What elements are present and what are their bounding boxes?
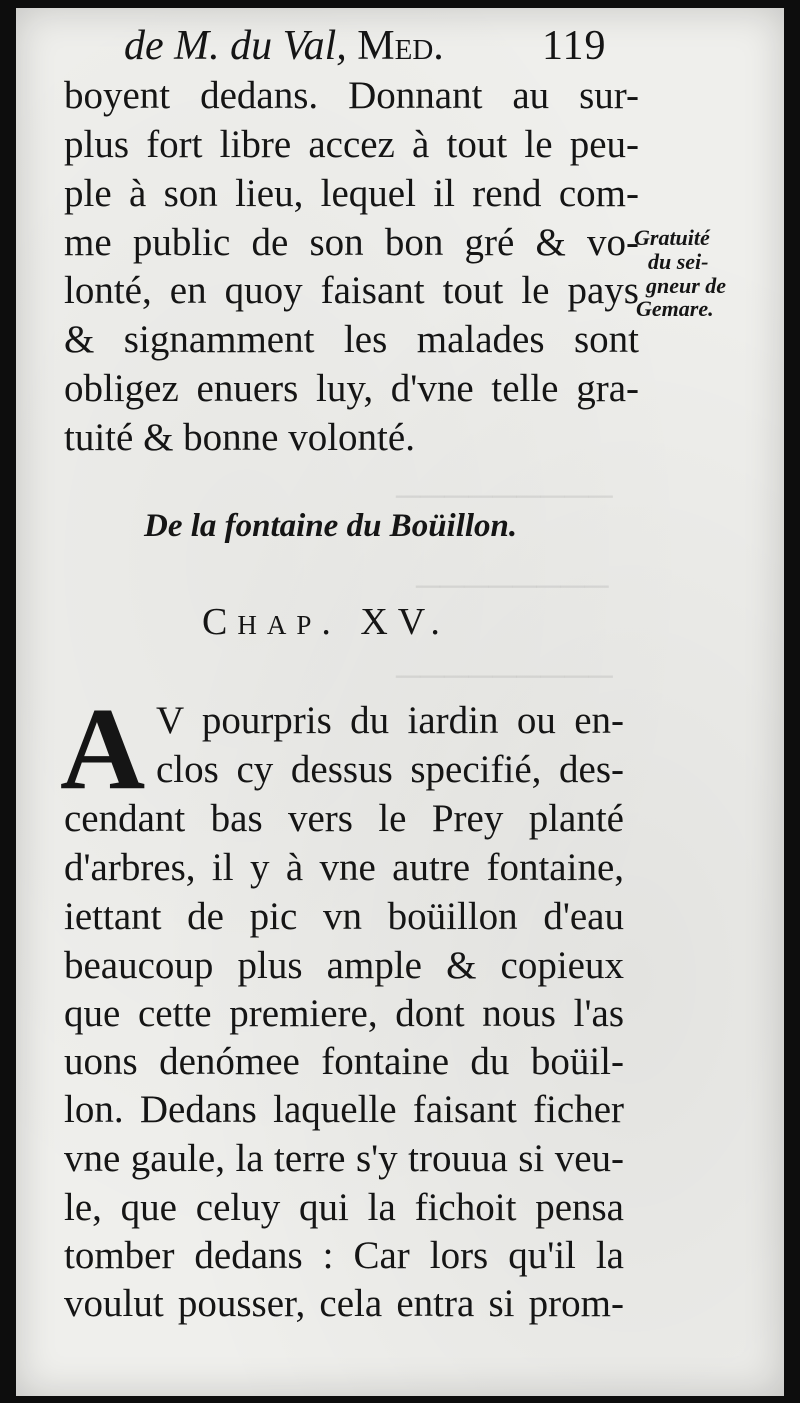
text-line: beaucoup plus ample & copieux [64, 944, 624, 987]
text-line: d'arbres, il y à vne autre fontaine, [64, 846, 624, 889]
text-line: tomber dedans : Car lors qu'il la [64, 1234, 624, 1277]
page-number: 119 [542, 23, 607, 69]
show-through-decoration: ───────── [396, 658, 613, 695]
text-line: ple à son lieu, lequel il rend com- [64, 172, 639, 215]
text-line: lonté, en quoy faisant tout le pays [64, 269, 639, 312]
margin-note-line: Gratuité [634, 225, 710, 250]
running-title: de M. du Val, [124, 23, 347, 69]
text-line: iettant de pic vn boüillon d'eau [64, 895, 624, 938]
show-through-decoration: ──────── [416, 568, 609, 605]
text-line: voulut pousser, cela entra si prom- [64, 1282, 624, 1325]
text-line: tuité & bonne volonté. [64, 416, 415, 459]
text-line: que cette premiere, dont nous l'as [64, 992, 624, 1035]
text-line: clos cy dessus specifié, des- [156, 748, 624, 791]
text-line: vne gaule, la terre s'y trouua si veu- [64, 1137, 624, 1180]
section-title: De la fontaine du Boüillon. [144, 508, 518, 544]
chapter-heading: Chap. XV. [202, 601, 450, 643]
text-line: & signamment les malades sont [64, 318, 639, 361]
margin-note-line: gneur de [646, 272, 727, 298]
text-line: boyent dedans. Donnant au sur- [64, 74, 639, 117]
running-abbrev: Med. [357, 23, 444, 69]
text-line: me public de son bon gré & vo- [64, 221, 639, 264]
text-line: le, que celuy qui la fichoit pensa [64, 1186, 624, 1229]
text-line: obligez enuers luy, d'vne telle gra- [64, 367, 639, 410]
text-line: plus fort libre accez à tout le peu- [64, 123, 639, 166]
text-line: V pourpris du iardin ou en- [156, 699, 624, 742]
text-line: cendant bas vers le Prey planté [64, 797, 624, 840]
running-header [124, 22, 624, 78]
margin-note [634, 226, 774, 321]
book-page [16, 8, 784, 1396]
margin-note-line: du sei- [648, 248, 709, 274]
text-line: lon. Dedans laquelle faisant ficher [64, 1088, 624, 1131]
text-line: uons denómee fontaine du boüil- [64, 1040, 624, 1083]
drop-cap: A [60, 683, 146, 814]
margin-note-line: Gemare. [636, 296, 714, 322]
show-through-decoration: ───────── [396, 478, 613, 515]
